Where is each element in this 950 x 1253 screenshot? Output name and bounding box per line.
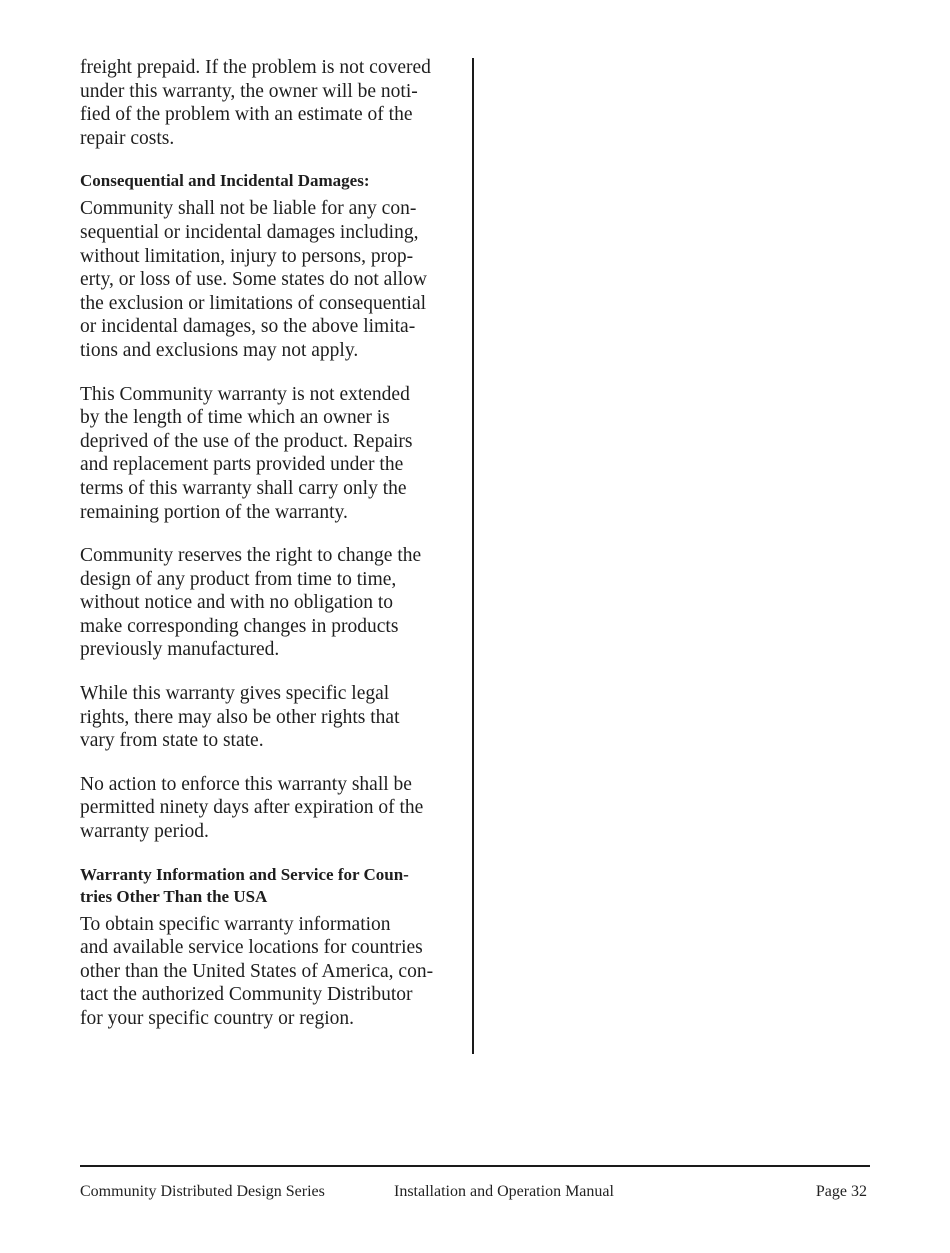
paragraph-legal-rights: While this warranty gives specific legal rights, there may also be other rights that vary from state to state. bbox=[80, 683, 400, 752]
paragraph-freight: freight prepaid. If the problem is not covered under this warranty, the owner will be noti- fied of the problem with an estimate of the repair costs. bbox=[80, 57, 431, 149]
column-divider bbox=[472, 58, 474, 1054]
paragraph-enforcement: No action to enforce this warranty shall be permitted ninety days after expiration of the warranty period. bbox=[80, 773, 424, 843]
paragraph-design-changes: Community reserves the right to change the design of any product from time to time, without notice and with no obligation to make corresponding changes in products previously manufactured. bbox=[80, 545, 422, 661]
footer-manual-title: Installation and Operation Manual bbox=[394, 1183, 614, 1200]
text-column bbox=[80, 56, 466, 1031]
heading-consequential-damages: Consequential and Incidental Damages: bbox=[80, 171, 370, 191]
paragraph-liability: Community shall not be liable for any con- sequential or incidental damages including, without limitation, injury to persons, prop- erty, or loss of use. Some states do not allow the exclusion or limitations of consequential or incidental damages, so the above limita- tions and exclusions may not apply. bbox=[80, 198, 427, 361]
footer-series: Community Distributed Design Series bbox=[80, 1183, 325, 1200]
footer-divider bbox=[80, 1165, 870, 1167]
heading-international-warranty: Warranty Information and Service for Coun- tries Other Than the USA bbox=[80, 864, 409, 906]
footer-page-number: Page 32 bbox=[815, 1183, 867, 1200]
paragraph-not-extended: This Community warranty is not extended by the length of time which an owner is deprived of the use of the product. Repairs and replacement parts provided under the terms of this warranty shall carry only the remaining portion of the warranty. bbox=[80, 383, 413, 523]
paragraph-international-service: To obtain specific warranty information and available service locations for countries other than the United States of America, con- tact the authorized Community Distributor for your specific country or region. bbox=[80, 913, 434, 1029]
